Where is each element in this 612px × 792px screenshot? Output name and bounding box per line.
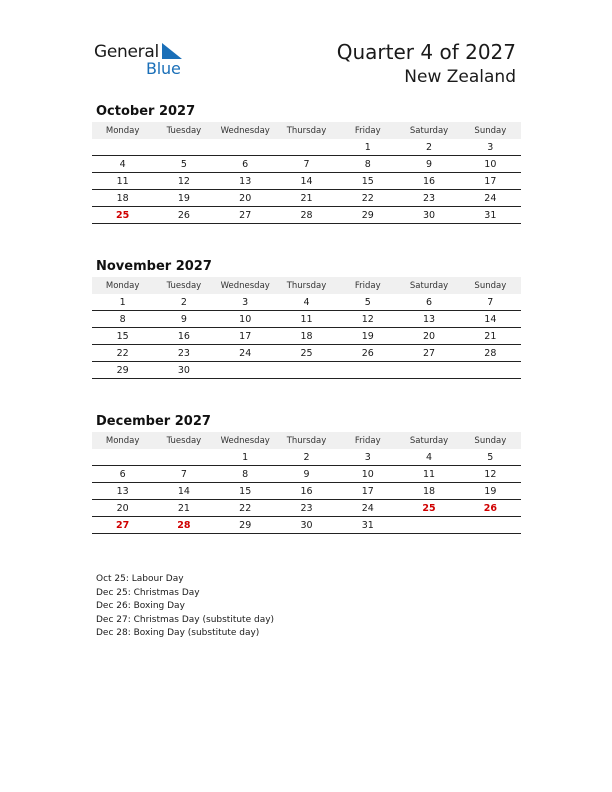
- day-cell: 13: [239, 175, 252, 187]
- day-cell: 1: [119, 296, 126, 308]
- weekday-header: [92, 277, 521, 294]
- weekday-label: Sunday: [474, 280, 507, 291]
- generalblue-logo: [94, 40, 194, 80]
- day-cell: 15: [361, 175, 374, 187]
- day-cell: 31: [484, 209, 497, 221]
- day-cell: 28: [300, 209, 313, 221]
- day-cell: 24: [361, 502, 374, 514]
- day-cell: 16: [423, 175, 436, 187]
- day-cell: 3: [242, 296, 249, 308]
- day-cell: 17: [239, 330, 252, 342]
- month-title: December 2027: [96, 414, 211, 429]
- weekday-label: Saturday: [409, 125, 449, 136]
- day-cell: 16: [177, 330, 190, 342]
- day-cell: 1: [242, 451, 249, 463]
- weekday-label: Thursday: [286, 125, 327, 136]
- day-cell: 18: [423, 485, 436, 497]
- day-cell: 6: [242, 158, 249, 170]
- day-cell: 16: [300, 485, 313, 497]
- day-cell: 15: [116, 330, 129, 342]
- day-cell: 9: [426, 158, 433, 170]
- week-row: [92, 466, 521, 483]
- day-cell: 29: [116, 364, 129, 376]
- day-cell: 20: [116, 502, 129, 514]
- day-cell: 21: [177, 502, 190, 514]
- day-cell: 5: [487, 451, 494, 463]
- week-row: [92, 311, 521, 328]
- day-cell: 7: [180, 468, 187, 480]
- day-cell: 4: [426, 451, 433, 463]
- weekday-label: Saturday: [409, 280, 449, 291]
- holiday-note: Dec 28: Boxing Day (substitute day): [96, 628, 260, 638]
- day-cell: 23: [423, 192, 436, 204]
- day-cell: 25: [116, 209, 130, 221]
- day-cell: 19: [361, 330, 374, 342]
- weekday-label: Thursday: [286, 435, 327, 446]
- day-cell: 8: [242, 468, 249, 480]
- week-row: [92, 328, 521, 345]
- day-cell: 23: [300, 502, 313, 514]
- country-name: New Zealand: [404, 67, 516, 87]
- day-cell: 10: [361, 468, 374, 480]
- day-cell: 22: [116, 347, 129, 359]
- day-cell: 13: [116, 485, 129, 497]
- day-cell: 10: [239, 313, 252, 325]
- day-cell: 21: [484, 330, 497, 342]
- day-cell: 13: [423, 313, 436, 325]
- logo-text-general: General: [94, 42, 159, 62]
- holiday-note: Dec 27: Christmas Day (substitute day): [96, 614, 275, 625]
- day-cell: 11: [300, 313, 313, 325]
- day-cell: 17: [484, 175, 497, 187]
- day-cell: 30: [423, 209, 436, 221]
- logo-triangle-icon: [160, 43, 182, 59]
- day-cell: 11: [116, 175, 129, 187]
- week-row: [92, 139, 521, 156]
- day-cell: 14: [177, 485, 190, 497]
- week-row: [92, 483, 521, 500]
- day-cell: 5: [180, 158, 187, 170]
- day-cell: 9: [303, 468, 310, 480]
- day-cell: 22: [361, 192, 374, 204]
- weekday-header: [92, 122, 521, 139]
- day-cell: 4: [119, 158, 126, 170]
- weekday-header: [92, 432, 521, 449]
- day-cell: 12: [484, 468, 497, 480]
- day-cell: 24: [484, 192, 497, 204]
- week-row: [92, 190, 521, 207]
- day-cell: 12: [361, 313, 374, 325]
- weekday-label: Saturday: [409, 435, 449, 446]
- weekday-label: Friday: [354, 435, 381, 446]
- weekday-label: Friday: [354, 125, 381, 136]
- day-cell: 14: [484, 313, 497, 325]
- day-cell: 8: [119, 313, 126, 325]
- day-cell: 23: [177, 347, 190, 359]
- day-cell: 28: [177, 519, 191, 531]
- weekday-label: Thursday: [286, 280, 327, 291]
- holiday-notes: [96, 573, 274, 641]
- weekday-label: Friday: [354, 280, 381, 291]
- week-row: [92, 294, 521, 311]
- weekday-label: Sunday: [474, 125, 507, 136]
- page-title: Quarter 4 of 2027: [336, 40, 516, 64]
- day-cell: 29: [239, 519, 252, 531]
- weekday-label: Monday: [105, 435, 140, 446]
- day-cell: 18: [116, 192, 129, 204]
- day-cell: 2: [303, 451, 310, 463]
- week-row: [92, 173, 521, 190]
- week-row: [92, 345, 521, 362]
- weekday-label: Monday: [105, 125, 140, 136]
- holiday-note: Dec 26: Boxing Day: [96, 601, 185, 611]
- day-cell: 19: [484, 485, 497, 497]
- month-title: November 2027: [96, 259, 212, 274]
- month-november: [92, 257, 521, 379]
- day-cell: 27: [423, 347, 436, 359]
- day-cell: 24: [239, 347, 252, 359]
- day-cell: 31: [361, 519, 374, 531]
- day-cell: 7: [303, 158, 310, 170]
- day-cell: 27: [239, 209, 252, 221]
- day-cell: 17: [361, 485, 374, 497]
- day-cell: 30: [177, 364, 190, 376]
- day-cell: 25: [422, 502, 436, 514]
- day-cell: 2: [426, 141, 433, 153]
- weekday-label: Tuesday: [166, 435, 202, 446]
- day-cell: 26: [483, 502, 497, 514]
- day-cell: 1: [364, 141, 371, 153]
- weekday-label: Tuesday: [166, 125, 202, 136]
- day-cell: 6: [426, 296, 433, 308]
- day-cell: 27: [116, 519, 130, 531]
- week-row: [92, 156, 521, 173]
- day-cell: 19: [177, 192, 190, 204]
- day-cell: 4: [303, 296, 310, 308]
- week-row: [92, 517, 521, 534]
- day-cell: 15: [239, 485, 252, 497]
- weekday-label: Wednesday: [220, 125, 270, 136]
- weekday-label: Wednesday: [220, 280, 270, 291]
- day-cell: 11: [423, 468, 436, 480]
- holiday-note: Oct 25: Labour Day: [96, 574, 184, 584]
- day-cell: 10: [484, 158, 497, 170]
- day-cell: 20: [423, 330, 436, 342]
- day-cell: 21: [300, 192, 313, 204]
- day-cell: 26: [361, 347, 374, 359]
- week-row: [92, 362, 521, 379]
- day-cell: 3: [487, 141, 494, 153]
- day-cell: 2: [180, 296, 187, 308]
- day-cell: 22: [239, 502, 252, 514]
- month-october: [92, 102, 521, 224]
- holiday-note: Dec 25: Christmas Day: [96, 587, 200, 598]
- day-cell: 18: [300, 330, 313, 342]
- weekday-label: Tuesday: [166, 280, 202, 291]
- day-cell: 20: [239, 192, 252, 204]
- week-row: [92, 449, 521, 466]
- day-cell: 29: [361, 209, 374, 221]
- day-cell: 5: [364, 296, 371, 308]
- day-cell: 7: [487, 296, 494, 308]
- week-row: [92, 500, 521, 517]
- weekday-label: Sunday: [474, 435, 507, 446]
- day-cell: 8: [364, 158, 371, 170]
- week-row: [92, 207, 521, 224]
- day-cell: 14: [300, 175, 313, 187]
- day-cell: 9: [180, 313, 187, 325]
- day-cell: 6: [119, 468, 126, 480]
- logo-text-blue: Blue: [146, 59, 181, 78]
- month-title: October 2027: [96, 104, 196, 119]
- day-cell: 25: [300, 347, 313, 359]
- weekday-label: Wednesday: [220, 435, 270, 446]
- day-cell: 28: [484, 347, 497, 359]
- month-december: [92, 412, 521, 534]
- day-cell: 30: [300, 519, 313, 531]
- day-cell: 3: [364, 451, 371, 463]
- day-cell: 12: [177, 175, 190, 187]
- day-cell: 26: [177, 209, 190, 221]
- weekday-label: Monday: [105, 280, 140, 291]
